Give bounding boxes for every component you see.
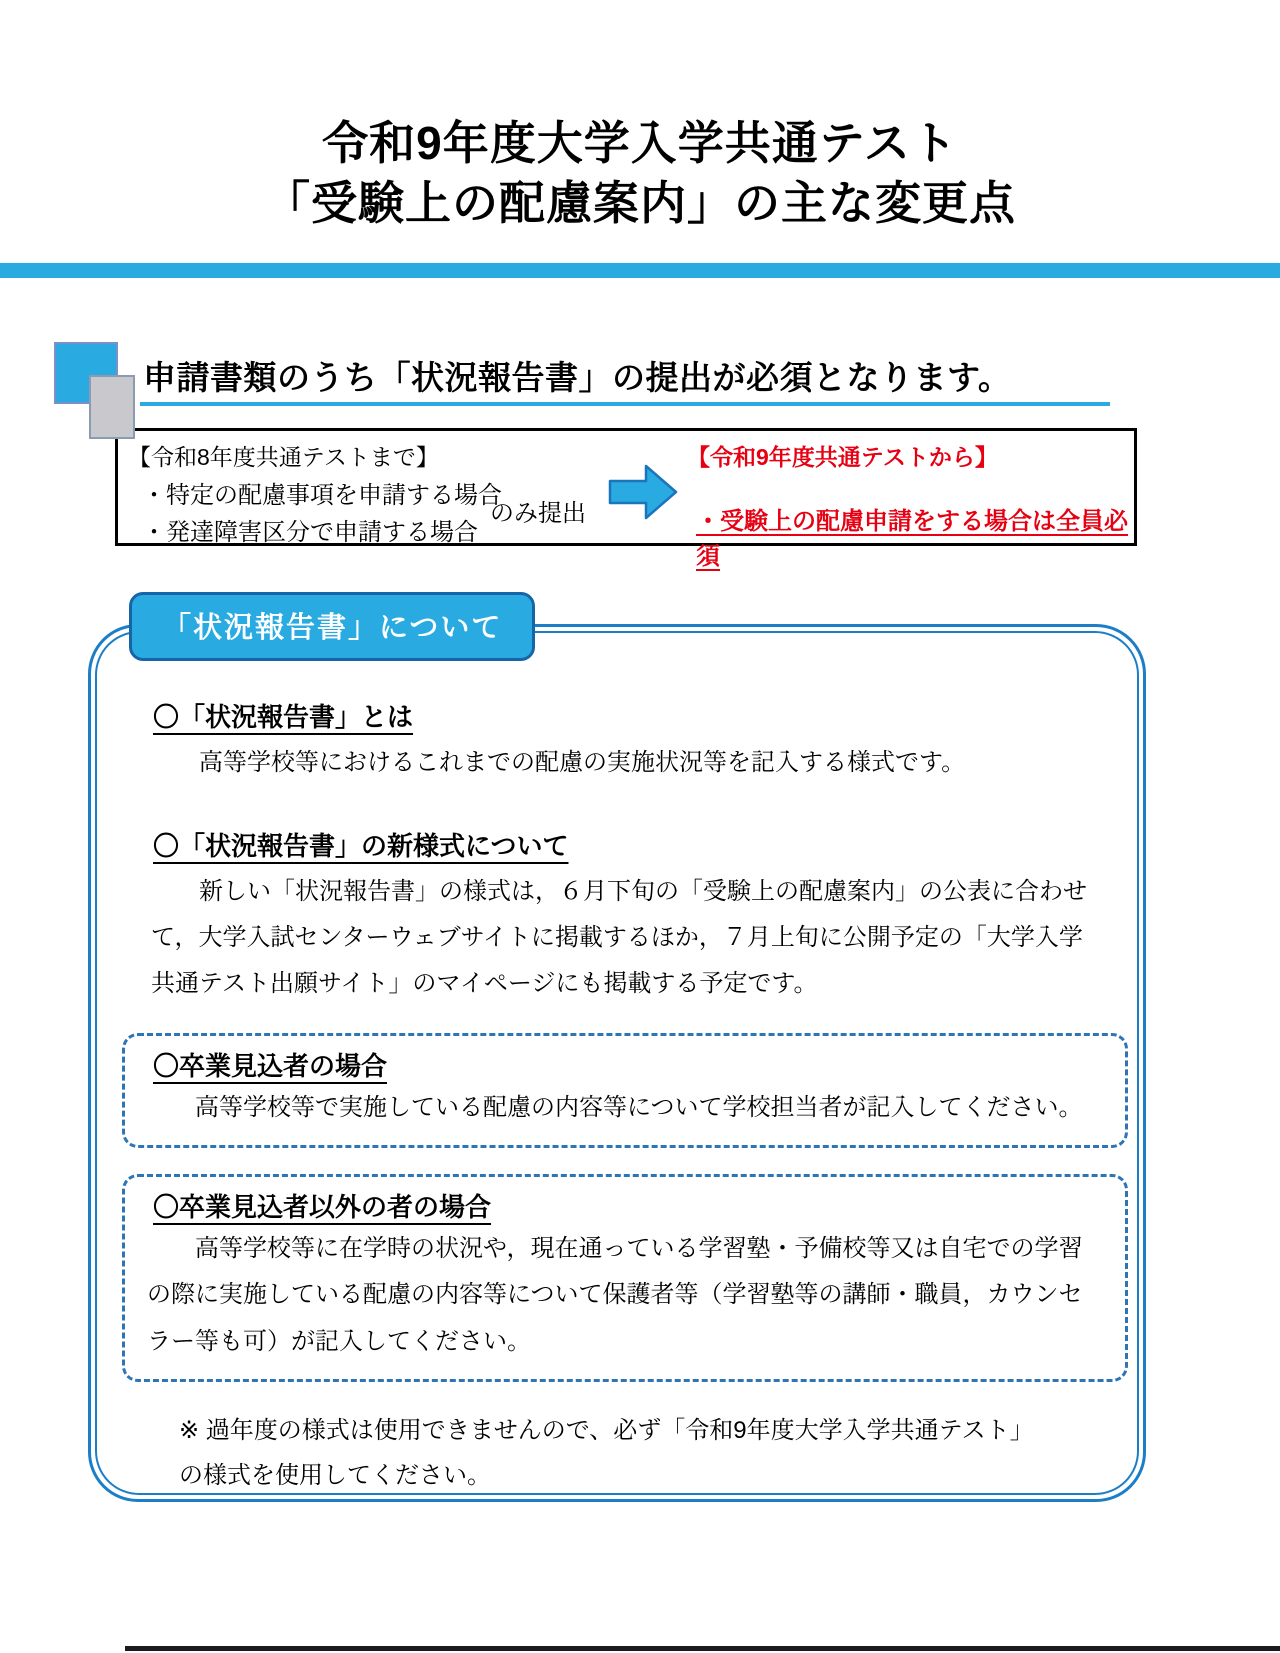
before-label: 【令和8年度共通テストまで】 bbox=[128, 444, 439, 470]
report-box-tab: 「状況報告書」について bbox=[129, 592, 535, 661]
note-text: ※ 過年度の様式は使用できませんので、必ず「令和9年度大学入学共通テスト」の様式を使用してください。 bbox=[179, 1416, 1034, 1490]
non-expected-graduates-box bbox=[122, 1174, 1128, 1381]
after-label: 【令和9年度共通テストから】 bbox=[687, 444, 998, 470]
page-title bbox=[0, 114, 1280, 234]
bottom-page-edge-line bbox=[125, 1646, 1280, 1651]
page-title-line1: 令和9年度大学入学共通テスト bbox=[322, 117, 958, 169]
expected-graduates-box bbox=[122, 1033, 1128, 1148]
before-item: ・発達障害区分で申請する場合 bbox=[142, 519, 478, 546]
before-item: ・特定の配慮事項を申請する場合 bbox=[142, 482, 502, 509]
page-title-line2: 「受験上の配慮案内」の主な変更点 bbox=[264, 176, 1016, 229]
non-expected-graduates-heading: 〇卒業見込者以外の者の場合 bbox=[153, 1192, 492, 1223]
before-suffix: のみ提出 bbox=[490, 500, 586, 527]
section-heading-underline bbox=[140, 402, 1110, 406]
expected-graduates-body: 高等学校等で実施している配慮の内容等について学校担当者が記入してください。 bbox=[195, 1094, 1083, 1122]
title-divider-bar bbox=[0, 263, 1280, 278]
non-expected-graduates-body: 高等学校等に在学時の状況や，現在通っている学習塾・予備校等又は自宅での学習の際に実施している配慮の内容等について保護者等（学習塾等の講師・職員，カウンセラー等も可）が記入してください。 bbox=[147, 1235, 1083, 1355]
section-heading: 申請書類のうち「状況報告書」の提出が必須となります。 bbox=[143, 359, 1012, 396]
report-box-inner bbox=[95, 631, 1139, 1495]
about-body: 高等学校等におけるこれまでの配慮の実施状況等を記入する様式です。 bbox=[199, 749, 966, 776]
comparison-box bbox=[115, 428, 1137, 570]
gray-square-decoration bbox=[89, 375, 135, 439]
expected-graduates-heading: 〇卒業見込者の場合 bbox=[153, 1051, 388, 1082]
new-format-heading: 〇「状況報告書」の新様式について bbox=[153, 831, 569, 862]
right-arrow-icon bbox=[608, 463, 678, 521]
new-format-body: 新しい「状況報告書」の様式は，６月下旬の「受験上の配慮案内」の公表に合わせて，大学入試センターウェブサイトに掲載するほか，７月上旬に公開予定の「大学入学共通テスト出願サイト」のマイページにも掲載する予定です。 bbox=[151, 878, 1087, 998]
report-box bbox=[88, 624, 1146, 1502]
after-item: ・受験上の配慮申請をする場合は全員必須 bbox=[696, 508, 1128, 570]
about-heading: 〇「状況報告書」とは bbox=[153, 702, 414, 732]
